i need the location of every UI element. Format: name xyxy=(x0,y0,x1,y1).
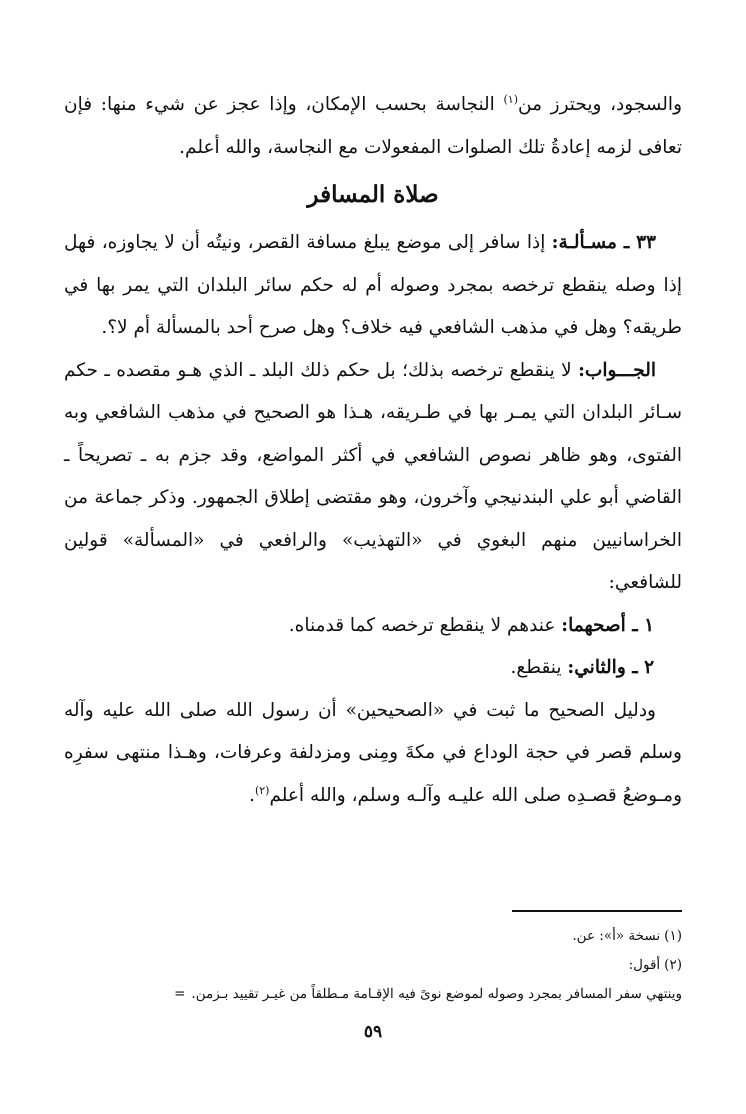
footnote-ref-2[interactable]: (٢) xyxy=(254,783,270,797)
question-text: إذا سافر إلى موضع يبلغ مسافة القصر، ونيتُه أن لا يجاوزه، فهل إذا وصله ينقطع ترخصه بمجرد وصوله أم له حكم سائر البلدان التي يمر بها في طريقه؟ وهل في مذهب الشافعي فيه خلاف؟ وهل صرح أحد بالمسألة أم لا؟. xyxy=(64,232,682,338)
footnotes xyxy=(40,922,682,1009)
section-heading: صلاة المسافر xyxy=(307,181,439,208)
question-paragraph xyxy=(64,222,682,350)
main-text xyxy=(64,84,682,817)
answer-text: لا ينقطع ترخصه بذلك؛ بل حكم ذلك البلد ـ الذي هـو مقصده ـ حكم سـائر البلدان التي يمـر بها في طـريقه، هـذا هو الصحيح في مذهب الشافعي وبه الفتوى، وهو ظاهر نصوص الشافعي في أكثر المواضع، وقد جزم به ـ تصريحاً ـ القاضي أبو علي البندنيجي وآخرون، وهو مقتضى إطلاق الجمهور. وذكر جماعة من الخراسانيين منهم البغوي في «التهذيب» والرافعي في «المسألة» قولين للشافعي: xyxy=(64,359,682,593)
evidence-paragraph: ودليل الصحيح ما ثبت في «الصحيحين» أن رسول الله صلى الله عليه وآله وسلم قصر في حجة الوداع في مكةَ ومِنى ومزدلفة وعرفات، وهـذا منتهى سفرِه ومـوضعُ قصـدِه صلى الله عليـه وآلـه وسلم، والله أعلم$^{(٢)}$. xyxy=(64,699,682,806)
answer-label: الجـــواب: xyxy=(578,359,656,381)
list-item-2: ٢ ـ والثاني: ينقطع. xyxy=(510,657,654,678)
continuation-mark: = xyxy=(174,986,186,1002)
page-number: ٥٩ xyxy=(363,1022,383,1042)
question-label: ٣٣ ـ مسـألـة: xyxy=(551,232,656,253)
footnote-ref-1[interactable]: (١) xyxy=(503,92,518,106)
answer-paragraph xyxy=(64,350,682,605)
footnote-divider xyxy=(512,910,682,912)
list-item-1: ١ ـ أصحهما: عندهم لا ينقطع ترخصه كما قدمناه. xyxy=(288,614,654,636)
opening-paragraph: والسجود، ويحترز من$^{(١)}$ النجاسة بحسب الإمكان، وإذا عجز عن شيء منها: فإن تعافى لزمه إعادةُ تلك الصلوات المفعولات مع النجاسة، والله أعلم. xyxy=(64,92,682,158)
footnote-1: (١)نسخة «أ»: عن. xyxy=(572,928,682,944)
footnote-2-continuation: وينتهي سفر المسافر بمجرد وصوله لموضع نوىً فيه الإقـامة مـطلقاً من غيـر تقييد بـزمن.= xyxy=(174,986,682,1002)
footnote-2: (٢)أقول: xyxy=(628,957,682,973)
